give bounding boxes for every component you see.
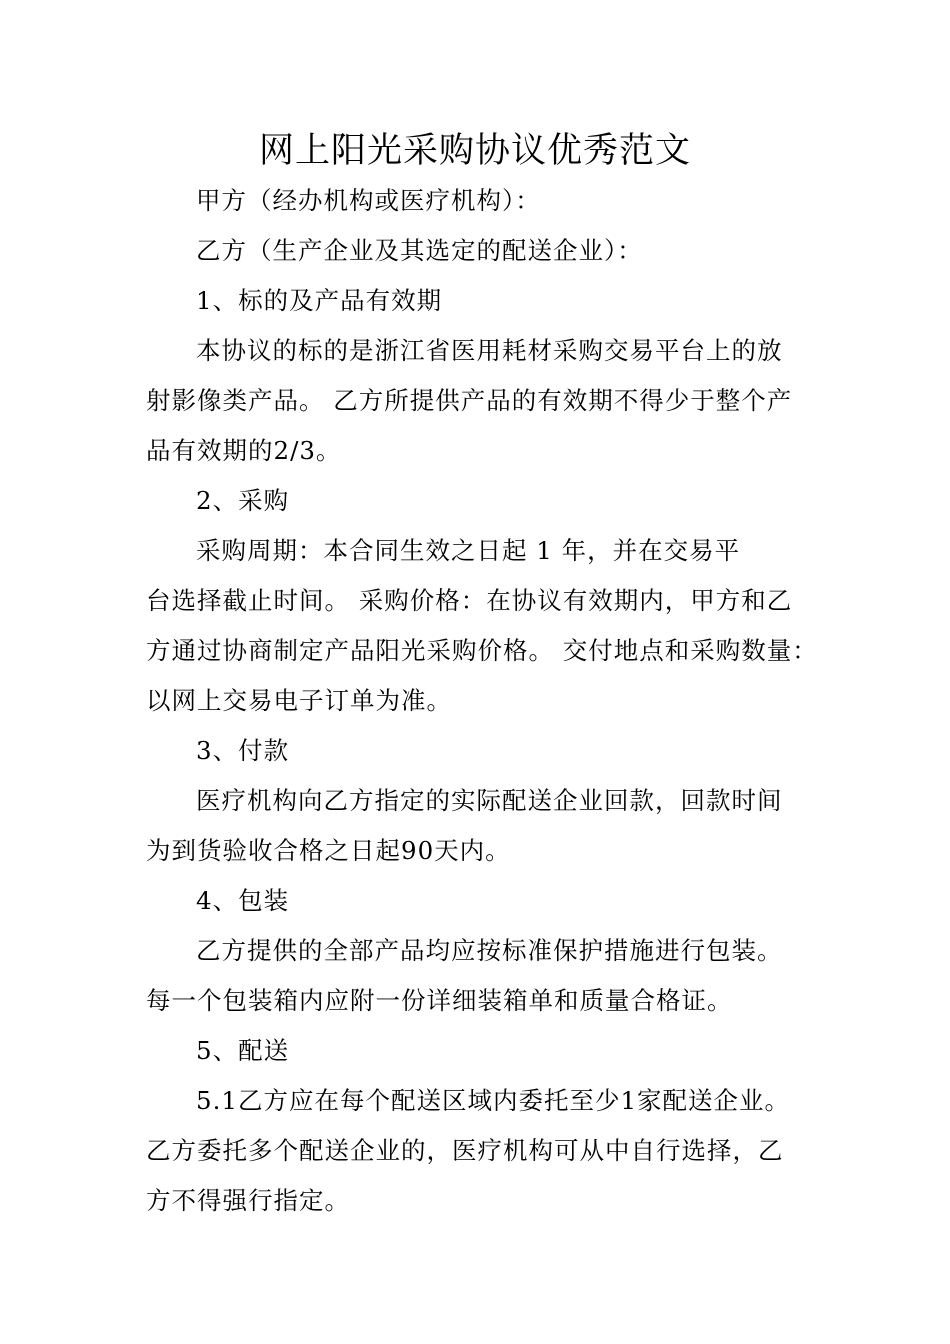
paragraph-line: 乙方委托多个配送企业的，医疗机构可从中自行选择，乙 <box>146 1136 784 1165</box>
paragraph-line: 采购周期：本合同生效之日起 1 年，并在交易平 <box>196 536 741 565</box>
section-heading-1: 1、标的及产品有效期 <box>196 286 443 315</box>
party-b-line: 乙方（生产企业及其选定的配送企业）： <box>196 236 643 265</box>
paragraph-line: 方通过协商制定产品阳光采购价格。 交付地点和采购数量： <box>146 636 818 665</box>
paragraph-line: 以网上交易电子订单为准。 <box>146 686 452 715</box>
section-heading-2: 2、采购 <box>196 486 290 515</box>
paragraph-line: 方不得强行指定。 <box>146 1186 350 1215</box>
section-heading-5: 5、配送 <box>196 1036 290 1065</box>
document-title: 网上阳光采购协议优秀范文 <box>258 131 691 171</box>
party-a-line: 甲方（经办机构或医疗机构）： <box>196 186 541 215</box>
paragraph-line: 乙方提供的全部产品均应按标准保护措施进行包装。 <box>196 936 783 965</box>
paragraph-line: 射影像类产品。 乙方所提供产品的有效期不得少于整个产 <box>146 386 793 415</box>
paragraph-line: 5.1乙方应在每个配送区域内委托至少1家配送企业。 <box>196 1086 791 1115</box>
paragraph-line: 为到货验收合格之日起90天内。 <box>146 836 511 865</box>
paragraph-line: 品有效期的2/3。 <box>146 436 342 465</box>
section-heading-4: 4、包装 <box>196 886 290 915</box>
paragraph-line: 医疗机构向乙方指定的实际配送企业回款，回款时间 <box>196 786 783 815</box>
section-heading-3: 3、付款 <box>196 736 290 765</box>
paragraph-line: 本协议的标的是浙江省医用耗材采购交易平台上的放 <box>196 336 783 365</box>
paragraph-line: 每一个包装箱内应附一份详细装箱单和质量合格证。 <box>146 986 733 1015</box>
paragraph-line: 台选择截止时间。 采购价格：在协议有效期内，甲方和乙 <box>146 586 793 615</box>
